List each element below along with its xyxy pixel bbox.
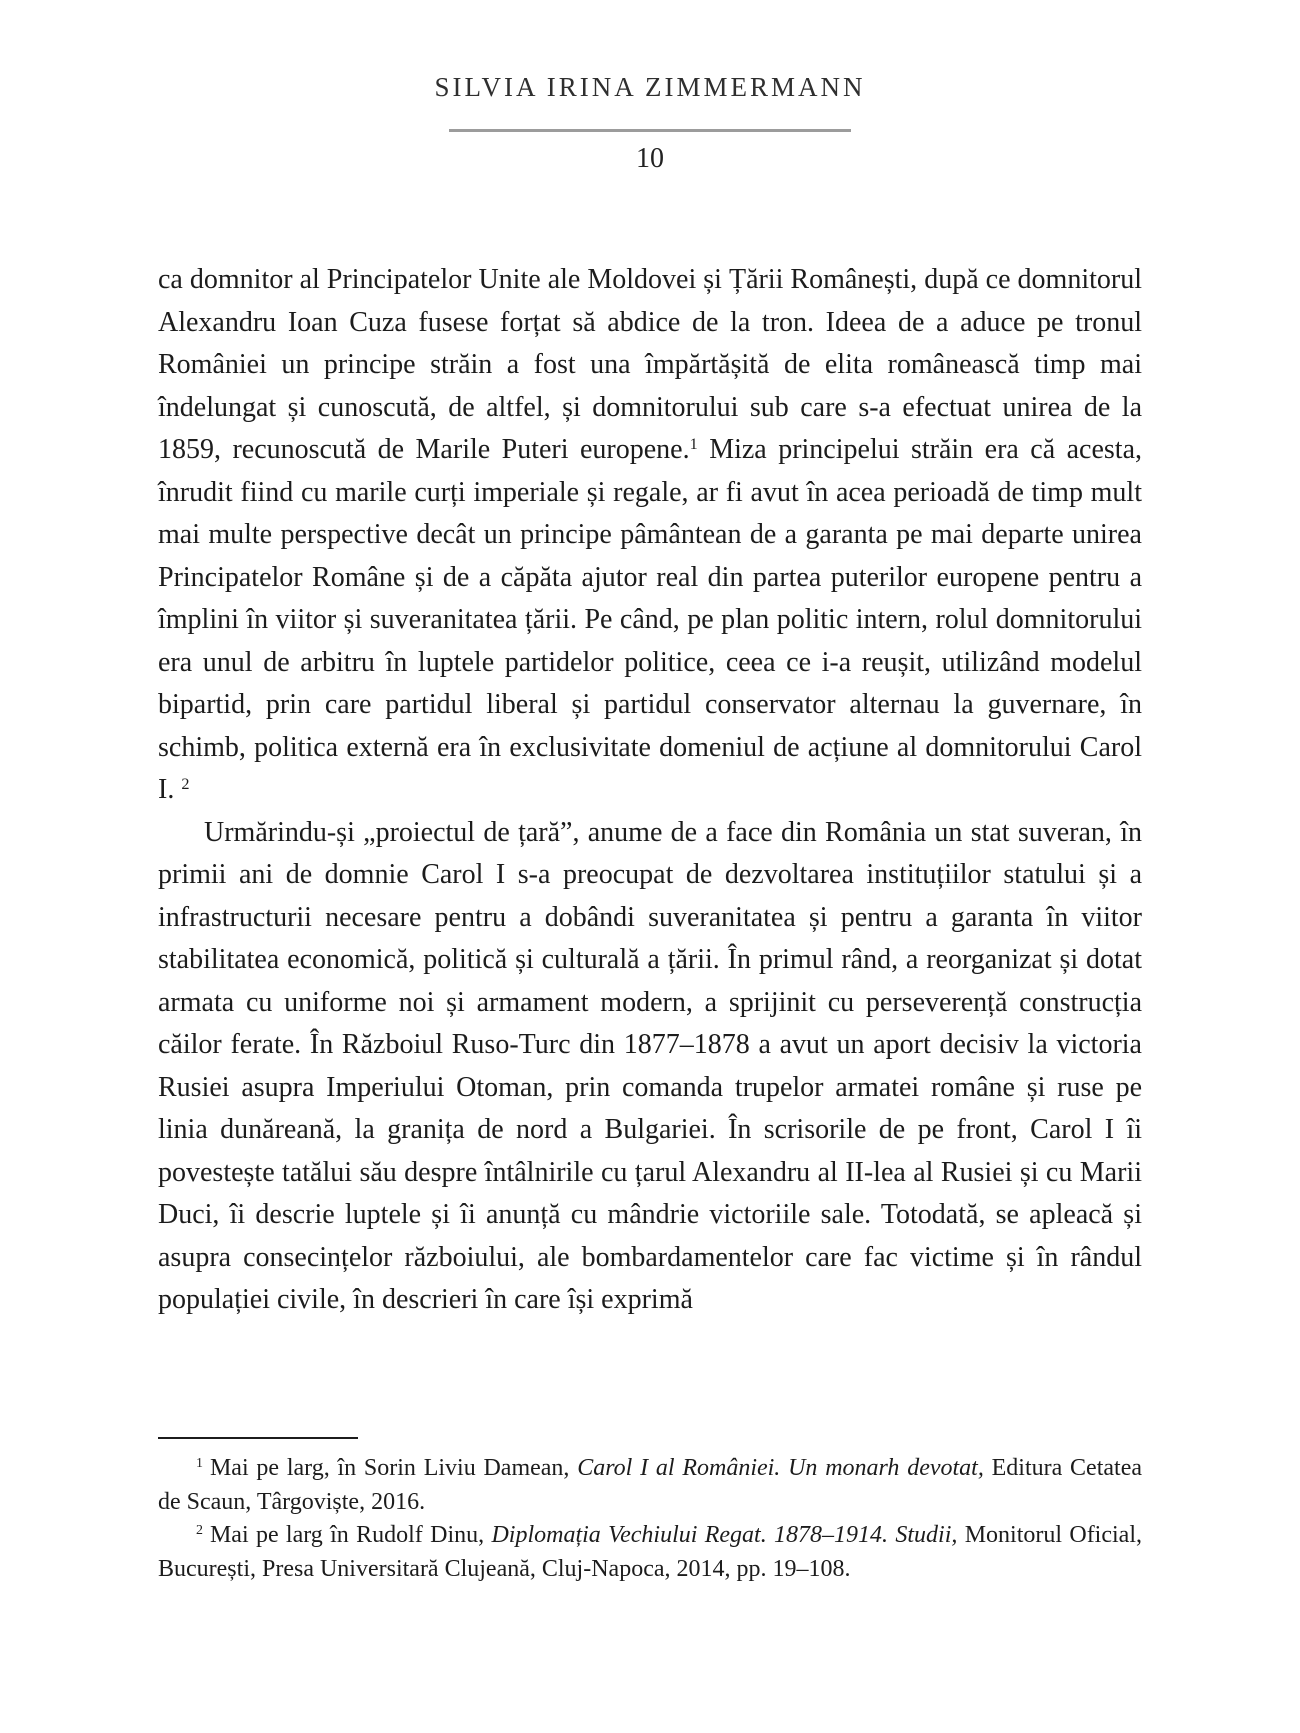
footnote-text: Mai pe larg în Rudolf Dinu, Diplomația Vechiului Regat. 1878–1914. Studii, Monitorul Oficial, București, Presa Universitară Clujeană, Cluj-Napoca, 2014, pp. 19–108. bbox=[158, 1522, 1142, 1582]
body-text bbox=[158, 259, 1142, 1322]
paragraph-continuation: ca domnitor al Principatelor Unite ale Moldovei și Țării Românești, după ce domnitorul Alexandru Ioan Cuza fusese forțat să abdice de la tron. Ideea de a aduce pe tronul României un principe străin a fost una împărtășită de elita românească timp mai îndelungat și cunoscută, de altfel, și domnitorului sub care s-a efectuat unirea de la 1859, recunoscută de Marile Puteri europene.$^1$ Miza principelui străin era că acesta, înrudit fiind cu marile curți imperiale și regale, ar fi avut în acea perioadă de timp mult mai multe perspective decât un principe pâmântean de a garanta pe mai departe unirea Principatelor Române și de a căpăta ajutor real din partea puterilor europene pentru a împlini în viitor și suveranitatea țării. Pe când, pe plan politic intern, rolul domnitorului era unul de arbitru în luptele partidelor politice, ceea ce i-a reușit, utilizând modelul bipartid, prin care partidul liberal și partidul conservator alternau la guvernare, în schimb, politica externă era în exclusivitate domeniul de acțiune al domnitorului Carol I. $^2$ bbox=[158, 264, 1142, 805]
footnote bbox=[158, 1519, 1142, 1586]
footnote-marker: 2 bbox=[196, 1523, 203, 1539]
footnotes-section bbox=[158, 1452, 1142, 1586]
footnote-separator-rule bbox=[158, 1437, 358, 1439]
footnote bbox=[158, 1452, 1142, 1519]
running-header-author: SILVIA IRINA ZIMMERMANN bbox=[434, 72, 866, 102]
paragraph: Urmărindu-și „proiectul de țară”, anume de a face din România un stat suveran, în primii ani de domnie Carol I s-a preocupat de dezvoltarea instituțiilor statului și a infrastructurii necesare pentru a dobândi suveranitatea și pentru a garanta în viitor stabilitatea economică, politică și culturală a țării. În primul rând, a reorganizat și dotat armata cu uniforme noi și armament modern, a sprijinit cu perseverență construcția căilor ferate. În Războiul Ruso-Turc din 1877–1878 a avut un aport decisiv la victoria Rusiei asupra Imperiului Otoman, prin comanda trupelor armatei române și ruse pe linia dunăreană, la granița de nord a Bulgariei. În scrisorile de pe front, Carol I îi povestește tatălui său despre întâlnirile cu țarul Alexandru al II-lea al Rusiei și cu Marii Duci, îi descrie luptele și îi anunță cu mândrie victoriile sale. Totodată, se apleacă și asupra consecințelor războiului, ale bombardamentelor care fac victime și în rândul populației civile, în descrieri în care își exprimă bbox=[158, 816, 1142, 1315]
footnote-text: Mai pe larg, în Sorin Liviu Damean, Carol I al României. Un monarh devotat, Editura Cetatea de Scaun, Târgoviște, 2016. bbox=[158, 1455, 1143, 1515]
footnote-marker: 1 bbox=[196, 1456, 203, 1472]
page-number: 10 bbox=[636, 143, 664, 174]
header-rule bbox=[449, 129, 851, 132]
